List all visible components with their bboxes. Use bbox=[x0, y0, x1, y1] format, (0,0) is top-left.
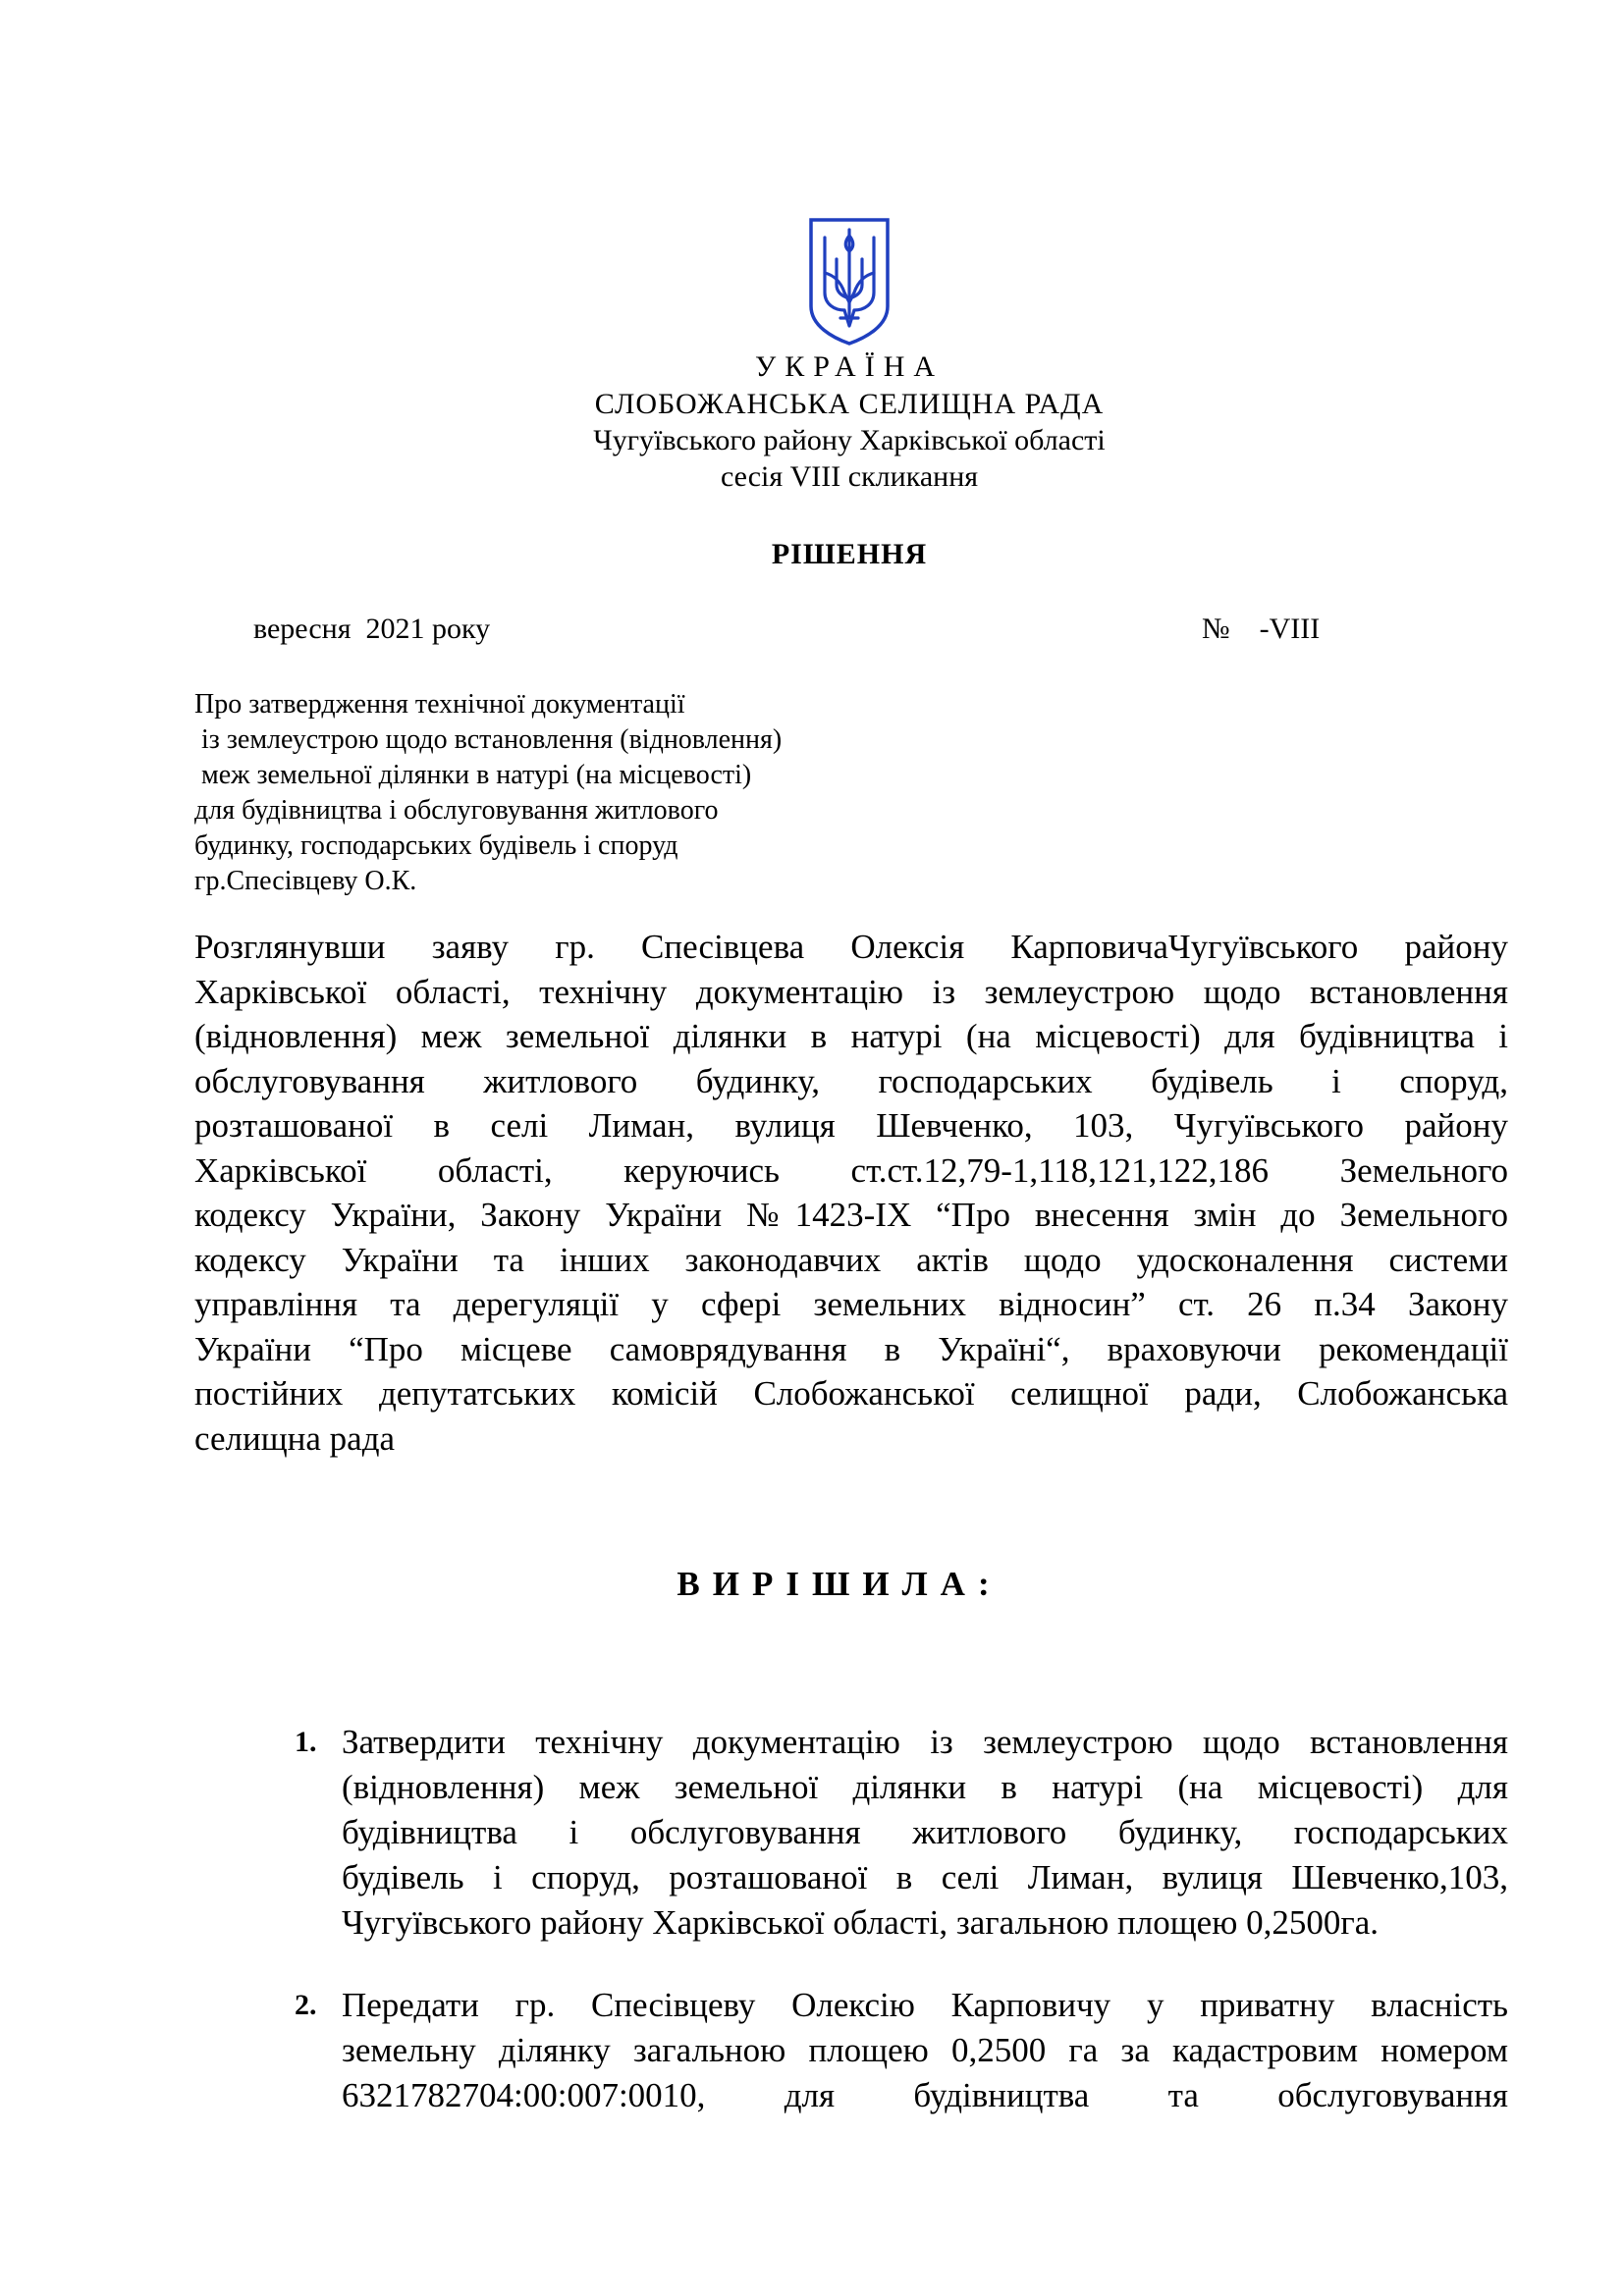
item-line: Чугуївського району Харківської області, загальною площею 0,2500га. bbox=[342, 1903, 1379, 1942]
item-line: будівництва і обслуговування житлового будинку, господарських bbox=[342, 1813, 1508, 1851]
document-type-heading: РІШЕННЯ bbox=[771, 538, 928, 570]
item-line: 6321782704:00:007:0010, для будівництва та обслуговування bbox=[342, 2076, 1508, 2114]
preamble-line: обслуговування житлового будинку, господарських будівель і споруд, bbox=[194, 1061, 1508, 1100]
preamble-line: (відновлення) меж земельної ділянки в натурі (на місцевості) для будівництва і bbox=[194, 1017, 1508, 1055]
item-number: 2. bbox=[295, 1989, 317, 2021]
decision-date: вересня 2021 року bbox=[253, 613, 491, 645]
item-number: 1. bbox=[295, 1726, 317, 1758]
preamble-line: Харківської області, технічну документацію із землеустрою щодо встановлення bbox=[194, 972, 1508, 1011]
item-text bbox=[342, 1720, 1508, 1946]
preamble-paragraph bbox=[194, 925, 1508, 1461]
preamble-line: України “Про місцеве самоврядування в Україні“, враховуючи рекомендації bbox=[194, 1329, 1508, 1368]
subject-line: гр.Спесівцеву О.К. bbox=[194, 866, 417, 896]
resolution-item bbox=[295, 1983, 1508, 2118]
subject-line: із землеустрою щодо встановлення (відновлення) bbox=[194, 724, 783, 755]
subject-line: меж земельної ділянки в натурі (на місцевості) bbox=[194, 760, 752, 790]
preamble-line: Харківської області, керуючись ст.ст.12,79-1,118,121,122,186 Земельного bbox=[194, 1150, 1508, 1190]
item-line: Затвердити технічну документацію із землеустрою щодо встановлення bbox=[342, 1723, 1508, 1761]
country-name: УКРАЇНА bbox=[754, 350, 945, 383]
preamble-line: кодексу України та інших законодавчих актів щодо удосконалення системи bbox=[194, 1240, 1508, 1279]
subject-line: будинку, господарських будівель і споруд bbox=[194, 830, 678, 861]
item-text bbox=[342, 1983, 1508, 2118]
session-label: сесія VIII скликання bbox=[720, 460, 979, 493]
preamble-line: постійних депутатських комісій Слобожанської селищної ради, Слобожанська bbox=[194, 1374, 1508, 1413]
decision-number: № -VIII bbox=[1202, 613, 1321, 645]
resolution-item bbox=[295, 1720, 1508, 1946]
council-name: СЛОБОЖАНСЬКА СЕЛИЩНА РАДА bbox=[594, 388, 1105, 420]
preamble-line: розташованої в селі Лиман, вулиця Шевченко, 103, Чугуївського району bbox=[194, 1106, 1508, 1145]
item-line: (відновлення) меж земельної ділянки в натурі (на місцевості) для bbox=[342, 1768, 1508, 1806]
preamble-line: селищна рада bbox=[194, 1418, 396, 1458]
preamble-line: управління та дерегуляції у сфері земельних відносин” ст. 26 п.34 Закону bbox=[194, 1285, 1508, 1323]
item-line: земельну ділянку загальною площею 0,2500 га за кадастровим номером bbox=[342, 2031, 1508, 2069]
trident-coat-of-arms-icon bbox=[807, 216, 892, 346]
district-name: Чугуївського району Харківської області bbox=[593, 424, 1106, 456]
preamble-line: кодексу України, Закону України №1423-IX “Про внесення змін до Земельного bbox=[194, 1196, 1508, 1234]
subject-line: Про затвердження технічної документації bbox=[194, 689, 685, 720]
decision-subject bbox=[194, 687, 782, 899]
preamble-line: Розглянувши заяву гр. Спесівцева Олексія КарповичаЧугуївського району bbox=[194, 928, 1508, 966]
item-line: Передати гр. Спесівцеву Олексію Карповичу у приватну власність bbox=[342, 1986, 1508, 2024]
item-line: будівель і споруд, розташованої в селі Лиман, вулиця Шевченко,103, bbox=[342, 1858, 1508, 1896]
resolved-heading: ВИРІШИЛА: bbox=[677, 1565, 1002, 1603]
subject-line: для будівництва і обслуговування житлового bbox=[194, 795, 719, 826]
